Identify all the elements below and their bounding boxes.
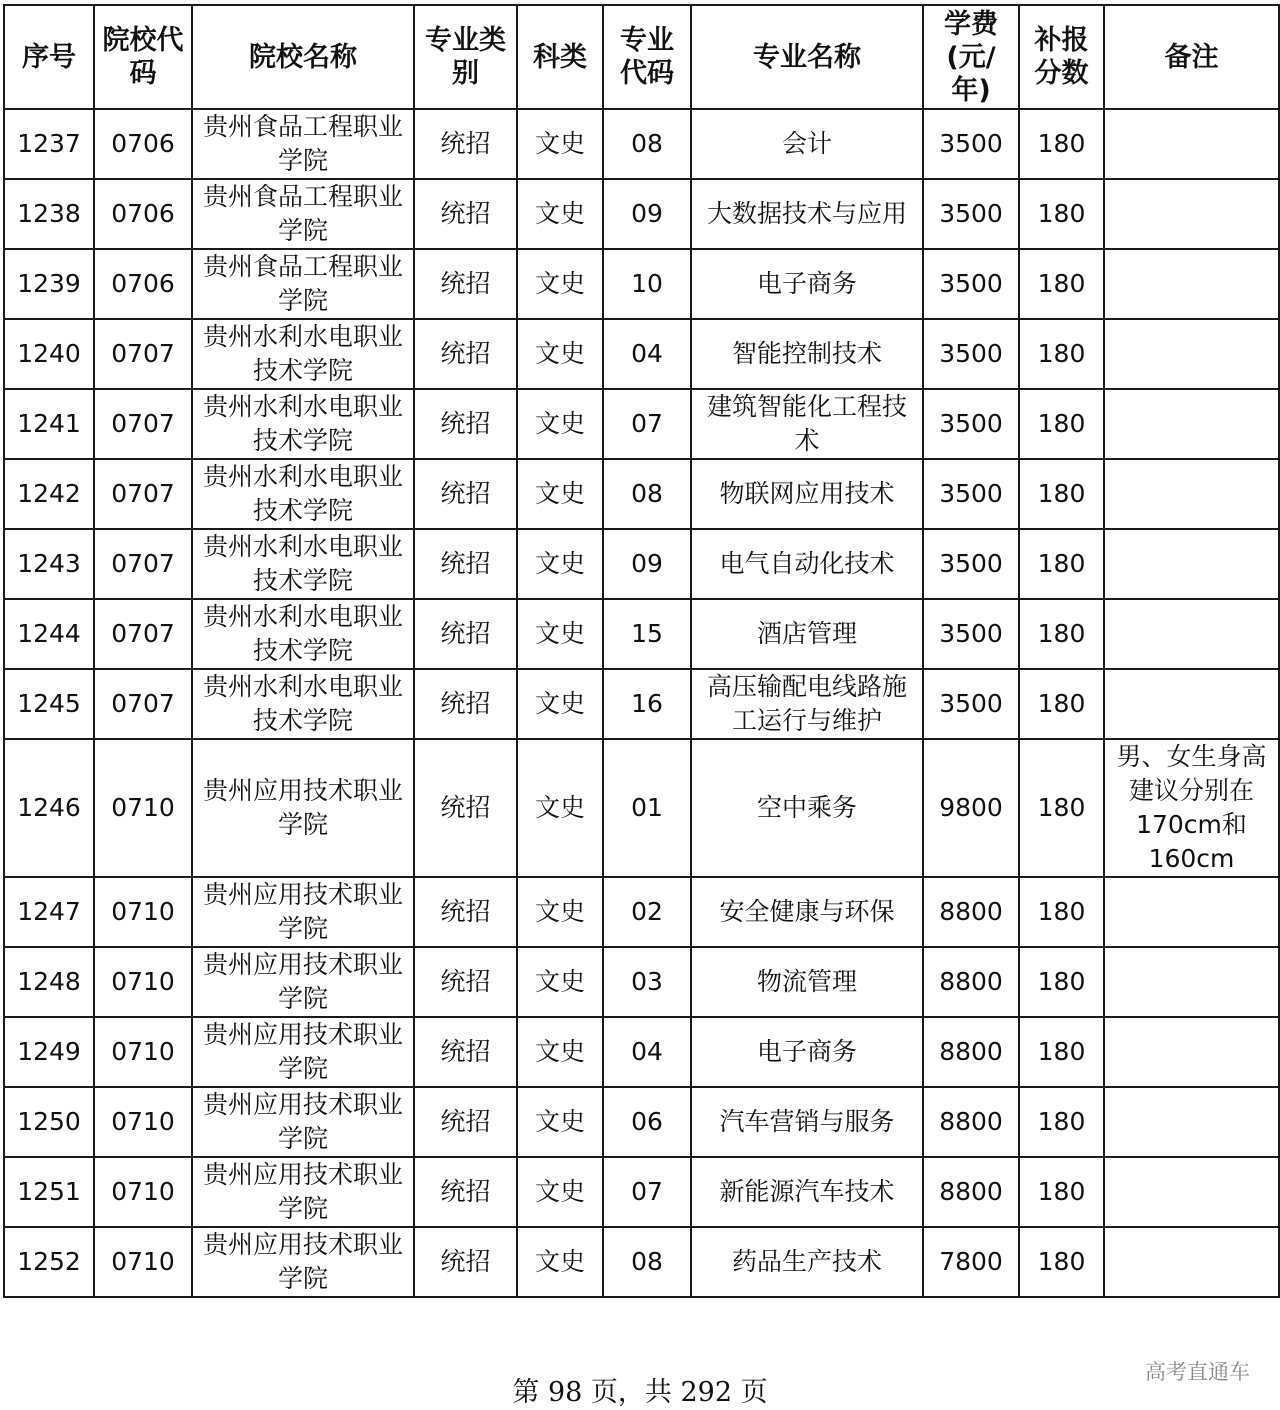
cell-major-name: 电子商务 [691,1017,923,1087]
cell-school-name: 贵州食品工程职业学院 [192,179,414,249]
table-row [4,739,1279,877]
cell-score: 180 [1019,947,1104,1017]
cell-school-code: 0710 [94,1227,192,1297]
cell-note [1104,319,1279,389]
cell-subject: 文史 [517,319,603,389]
cell-school-name: 贵州应用技术职业学院 [192,1017,414,1087]
cell-score: 180 [1019,319,1104,389]
cell-school-code: 0710 [94,739,192,877]
cell-school-name: 贵州水利水电职业技术学院 [192,669,414,739]
cell-school-code: 0706 [94,179,192,249]
cell-major-name: 物流管理 [691,947,923,1017]
cell-subject: 文史 [517,109,603,179]
cell-major-type: 统招 [414,319,517,389]
cell-subject: 文史 [517,877,603,947]
cell-note [1104,179,1279,249]
cell-major-name: 安全健康与环保 [691,877,923,947]
cell-score: 180 [1019,877,1104,947]
cell-tuition: 9800 [923,739,1019,877]
cell-school-name: 贵州食品工程职业学院 [192,109,414,179]
cell-major-name: 智能控制技术 [691,319,923,389]
cell-note [1104,249,1279,319]
cell-subject: 文史 [517,179,603,249]
header-score: 补报分数 [1019,5,1104,109]
cell-major-name: 药品生产技术 [691,1227,923,1297]
cell-major-type: 统招 [414,529,517,599]
cell-score: 180 [1019,1087,1104,1157]
cell-school-name: 贵州水利水电职业技术学院 [192,319,414,389]
cell-note [1104,1017,1279,1087]
cell-major-code: 09 [603,529,691,599]
cell-school-code: 0710 [94,877,192,947]
cell-tuition: 3500 [923,669,1019,739]
table-row [4,1087,1279,1157]
cell-tuition: 8800 [923,1157,1019,1227]
table-row [4,389,1279,459]
cell-major-type: 统招 [414,669,517,739]
cell-school-code: 0706 [94,109,192,179]
header-note: 备注 [1104,5,1279,109]
watermark: 高考直通车 [1145,1360,1250,1384]
cell-tuition: 8800 [923,947,1019,1017]
table-row [4,529,1279,599]
cell-note [1104,529,1279,599]
cell-seq: 1248 [4,947,94,1017]
cell-subject: 文史 [517,459,603,529]
cell-major-type: 统招 [414,249,517,319]
cell-major-code: 06 [603,1087,691,1157]
cell-school-code: 0710 [94,1017,192,1087]
header-major-type: 专业类别 [414,5,517,109]
cell-seq: 1238 [4,179,94,249]
cell-note [1104,947,1279,1017]
cell-tuition: 3500 [923,389,1019,459]
cell-seq: 1243 [4,529,94,599]
cell-major-name: 建筑智能化工程技术 [691,389,923,459]
cell-seq: 1240 [4,319,94,389]
header-seq: 序号 [4,5,94,109]
cell-major-name: 高压输配电线路施工运行与维护 [691,669,923,739]
cell-seq: 1244 [4,599,94,669]
cell-school-name: 贵州水利水电职业技术学院 [192,389,414,459]
table-row [4,1227,1279,1297]
table-row [4,179,1279,249]
cell-score: 180 [1019,1227,1104,1297]
cell-school-code: 0707 [94,529,192,599]
cell-subject: 文史 [517,599,603,669]
cell-note [1104,1157,1279,1227]
cell-school-name: 贵州水利水电职业技术学院 [192,529,414,599]
cell-seq: 1241 [4,389,94,459]
cell-seq: 1249 [4,1017,94,1087]
cell-note [1104,669,1279,739]
cell-major-type: 统招 [414,599,517,669]
cell-score: 180 [1019,179,1104,249]
cell-note [1104,459,1279,529]
cell-subject: 文史 [517,1017,603,1087]
cell-school-name: 贵州应用技术职业学院 [192,947,414,1017]
cell-subject: 文史 [517,1227,603,1297]
cell-score: 180 [1019,1017,1104,1087]
cell-note: 男、女生身高建议分别在170cm和160cm [1104,739,1279,877]
cell-major-code: 04 [603,319,691,389]
cell-score: 180 [1019,389,1104,459]
cell-major-name: 新能源汽车技术 [691,1157,923,1227]
cell-school-name: 贵州应用技术职业学院 [192,739,414,877]
cell-score: 180 [1019,669,1104,739]
cell-school-name: 贵州应用技术职业学院 [192,1157,414,1227]
cell-major-code: 08 [603,109,691,179]
cell-tuition: 8800 [923,1087,1019,1157]
cell-school-code: 0707 [94,669,192,739]
cell-seq: 1237 [4,109,94,179]
cell-school-code: 0710 [94,1157,192,1227]
table-row [4,109,1279,179]
cell-seq: 1246 [4,739,94,877]
header-major-code: 专业代码 [603,5,691,109]
cell-seq: 1251 [4,1157,94,1227]
cell-subject: 文史 [517,529,603,599]
header-tuition: 学费(元/年) [923,5,1019,109]
cell-note [1104,1227,1279,1297]
cell-score: 180 [1019,249,1104,319]
cell-major-type: 统招 [414,739,517,877]
cell-subject: 文史 [517,1087,603,1157]
cell-score: 180 [1019,459,1104,529]
table-row [4,947,1279,1017]
cell-school-code: 0707 [94,389,192,459]
cell-major-type: 统招 [414,1227,517,1297]
header-school-code: 院校代码 [94,5,192,109]
cell-major-code: 09 [603,179,691,249]
cell-major-type: 统招 [414,1017,517,1087]
cell-note [1104,389,1279,459]
cell-major-code: 08 [603,459,691,529]
cell-score: 180 [1019,739,1104,877]
table-row [4,319,1279,389]
cell-seq: 1242 [4,459,94,529]
table-row [4,1017,1279,1087]
cell-major-type: 统招 [414,1157,517,1227]
cell-subject: 文史 [517,1157,603,1227]
cell-score: 180 [1019,599,1104,669]
table-row [4,669,1279,739]
cell-seq: 1250 [4,1087,94,1157]
cell-note [1104,877,1279,947]
cell-subject: 文史 [517,739,603,877]
cell-major-code: 04 [603,1017,691,1087]
cell-school-name: 贵州应用技术职业学院 [192,1227,414,1297]
cell-major-name: 空中乘务 [691,739,923,877]
cell-major-code: 02 [603,877,691,947]
cell-school-code: 0710 [94,1087,192,1157]
cell-school-name: 贵州食品工程职业学院 [192,249,414,319]
table-row [4,877,1279,947]
page-number: 第 98 页，共 292 页 [512,1377,768,1408]
header-school-name: 院校名称 [192,5,414,109]
cell-major-code: 03 [603,947,691,1017]
cell-note [1104,599,1279,669]
cell-score: 180 [1019,1157,1104,1227]
table-row [4,249,1279,319]
cell-tuition: 7800 [923,1227,1019,1297]
cell-score: 180 [1019,529,1104,599]
cell-note [1104,1087,1279,1157]
cell-major-name: 电子商务 [691,249,923,319]
cell-major-name: 大数据技术与应用 [691,179,923,249]
cell-tuition: 8800 [923,1017,1019,1087]
cell-tuition: 3500 [923,459,1019,529]
cell-school-name: 贵州水利水电职业技术学院 [192,599,414,669]
cell-major-type: 统招 [414,109,517,179]
cell-major-name: 酒店管理 [691,599,923,669]
cell-school-name: 贵州水利水电职业技术学院 [192,459,414,529]
cell-major-code: 08 [603,1227,691,1297]
cell-tuition: 3500 [923,109,1019,179]
cell-school-code: 0706 [94,249,192,319]
cell-major-type: 统招 [414,947,517,1017]
cell-major-code: 07 [603,1157,691,1227]
cell-major-code: 07 [603,389,691,459]
admission-table [3,4,1280,1298]
cell-school-name: 贵州应用技术职业学院 [192,877,414,947]
cell-school-code: 0707 [94,599,192,669]
cell-major-code: 01 [603,739,691,877]
cell-subject: 文史 [517,947,603,1017]
header-row [4,5,1279,109]
cell-tuition: 3500 [923,179,1019,249]
header-subject: 科类 [517,5,603,109]
table-row [4,459,1279,529]
cell-major-name: 电气自动化技术 [691,529,923,599]
cell-major-code: 16 [603,669,691,739]
cell-major-type: 统招 [414,1087,517,1157]
cell-tuition: 3500 [923,319,1019,389]
cell-subject: 文史 [517,389,603,459]
cell-major-name: 会计 [691,109,923,179]
cell-seq: 1245 [4,669,94,739]
cell-tuition: 3500 [923,249,1019,319]
cell-major-type: 统招 [414,877,517,947]
cell-seq: 1239 [4,249,94,319]
table-row [4,1157,1279,1227]
cell-major-name: 汽车营销与服务 [691,1087,923,1157]
cell-school-name: 贵州应用技术职业学院 [192,1087,414,1157]
cell-tuition: 8800 [923,877,1019,947]
cell-seq: 1252 [4,1227,94,1297]
cell-major-type: 统招 [414,389,517,459]
cell-score: 180 [1019,109,1104,179]
cell-major-type: 统招 [414,459,517,529]
cell-note [1104,109,1279,179]
cell-tuition: 3500 [923,529,1019,599]
cell-school-code: 0710 [94,947,192,1017]
cell-school-code: 0707 [94,459,192,529]
cell-subject: 文史 [517,249,603,319]
cell-major-code: 10 [603,249,691,319]
cell-school-code: 0707 [94,319,192,389]
cell-major-name: 物联网应用技术 [691,459,923,529]
cell-subject: 文史 [517,669,603,739]
cell-seq: 1247 [4,877,94,947]
cell-major-type: 统招 [414,179,517,249]
table-row [4,599,1279,669]
cell-major-code: 15 [603,599,691,669]
cell-tuition: 3500 [923,599,1019,669]
header-major-name: 专业名称 [691,5,923,109]
